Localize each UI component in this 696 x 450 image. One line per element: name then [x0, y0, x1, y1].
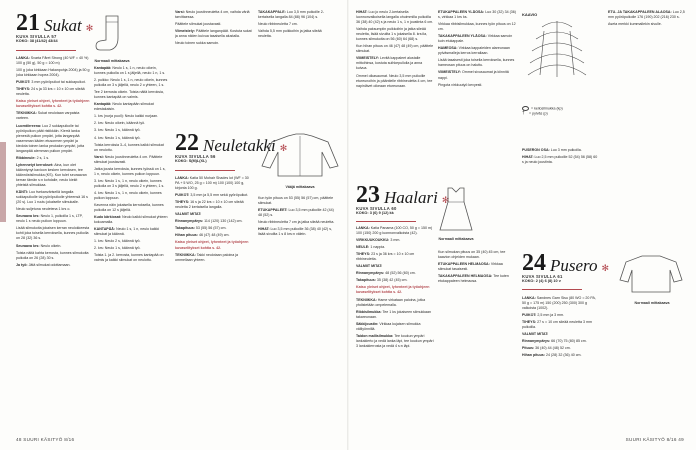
paragraph: NEULE: 1 nappia. [356, 245, 386, 250]
paragraph: HIHAT: Luo 2,5 mm puikoille 52 (54) 56 (58) 60 s ja neulo joustinta. [522, 155, 598, 165]
paragraph: TEKNIIKKA: Sukat neulotaan varpaista varteen. [16, 111, 80, 121]
stitch-chart [522, 12, 600, 132]
pusero-diagram [616, 252, 688, 312]
paragraph: Katso yleiset ohjeet, lyhenteet ja työohjeen kuvaselitykset kohtia s. 42. [356, 285, 430, 295]
paragraph: PUIKOT: 3,5 mm ja 5,5 mm sekä pyöröpuikot. [175, 193, 249, 198]
treble-symbol-icon: † [522, 110, 525, 117]
paragraph: PUIKOT: 2,5 mm ja 3 mm. [522, 313, 565, 318]
column-3-top [175, 10, 253, 130]
paragraph: Rinnanympärys: 114 (120) 130 (142) cm. [175, 219, 243, 224]
paragraph: Hihan pituus: 24 (28) 32 (36) 40 cm. [522, 353, 582, 358]
diagram-caption: Vääjä mittakaava [285, 185, 315, 189]
paragraph: TIHEYS: 16 s ja 22 krs = 10 x 10 cm sileää neuletta 2 kertaisella langalla. [175, 200, 244, 210]
paragraph: Kudo kärkiosat: Neulo kaikki silmukat yhteen kokoamalla. [94, 215, 168, 225]
paragraph: ETUKAPPALEET: Luo 3,5 mm puikoille 42 (44) 48 (52) s. [258, 208, 334, 218]
paragraph: Neulo ribbineuletta 7 cm. [258, 22, 298, 27]
photo-reference: KUVA SIVULLA 61 [522, 274, 563, 279]
size-line: KOKO: 2 (4) 6 (8) 10 v [522, 279, 561, 283]
paragraph: Neulo ribbineuletta 7 cm ja jatka sileää neuletta. [258, 220, 335, 225]
paragraph: VIRKKUUKOUKKU: 3 mm. [356, 238, 401, 243]
column-5 [356, 10, 434, 180]
paragraph: Toista kerroksia 3–4, kunnes kaikki silmukat on neulottu. [94, 142, 164, 152]
column-6 [356, 226, 434, 432]
paragraph: LANKA: Svarta Fåret Strong (40 WF = 40 %) 100 g (50 g), 50 g = 100 m) [16, 56, 89, 66]
folio-right: SUURI KÄSITYÖ 8/16 49 [625, 437, 684, 442]
paragraph: TIHEYS: 23 s ja 36 krs = 10 x 10 cm ribbineuletta. [356, 252, 415, 262]
paragraph: Varsi: Neulo joustinneuletta 4 cm. Päättele silmukat joustavasti. [94, 154, 163, 164]
paragraph: Lisää tasaisesti joka toisella kerroksella, kunnes hameosan pituus on haluttu. [438, 58, 515, 68]
paragraph: Lyhennetyt kerrokset: Aina, kun olet käänntynyt kavioon kesken kerroksen, tee käännöstsilmukka (KS). Kun tulet seuraavan kerran tämän s:n kohdalle, neulo kiekit yhteistä silmukkaa. [16, 162, 87, 188]
column-8 [522, 296, 600, 432]
photo-reference: KUVA SIVULLA 57 [16, 34, 57, 39]
paragraph: Jatka jousta kerroksia, kunnes työssä on 1 s, 1 n, neulo oikein, kunnes puikon loppuun. [94, 166, 166, 176]
paragraph: 1. krs: Neulo 2 s, käännä työ. [94, 239, 141, 244]
paragraph: Tee 2 kerrosta oikein. Toista näitä kerroksia, kunnes kantapää on valmis. [94, 90, 164, 100]
paragraph: 2. puikko: Neulo 1 s, 1 n, neulo oikein, kunnes puikolla on 3 s jäljellä, neulo 2 o yhteen, 1 s. [94, 78, 168, 88]
paragraph: Kantapää: Neulo kantapään silmukat edestakaisin. [94, 102, 154, 112]
paragraph: Ja työ: Jätä silmukat odottamaan. [16, 262, 71, 267]
paragraph: VALMIIT MITAT: [175, 212, 202, 217]
paragraph: ETU- JA TAKAKAPPALEEN ALAOSA: Luo 2,5 mm pyöröpuikolle 176 (190) 202 (216) 230 s. [608, 10, 685, 20]
paragraph: Vaihda paksumpiin puikkoihin ja jatka sileää neuletta, lisää sivuilta 1 s jokaisella 8. krs:lla, kunnes silmukoita on 56 (60) 64 (68) s. [356, 27, 428, 42]
paragraph: Kun hihan pituus on 46 (47) 48 (49) cm, päättele silmukat. [356, 44, 434, 54]
column-8a [522, 148, 600, 248]
paragraph: HIHAT: Luo 3,5 mm puikoille 36 (38) 40 (42) s, lisää sivuilta 1 s 8 krs:n välein. [258, 227, 333, 237]
design-title: Neuletakki [203, 136, 276, 155]
chart-legend [522, 106, 600, 117]
design-title: Haalari [384, 188, 438, 207]
paragraph: 4. krs: Neulo 1 s, käännä työ. [94, 135, 141, 140]
column-3 [175, 176, 253, 432]
paragraph: 1. krs (nurja puoli): Neulo kaikki nurjaan. [94, 114, 159, 119]
legend-item [522, 111, 600, 116]
legend-label: = kellosilmukka (kp) [531, 106, 563, 111]
paragraph: VALMIIT MITAT: [522, 332, 549, 337]
sock-sketch-icon [92, 14, 132, 54]
column-4-top [258, 10, 336, 125]
column-7 [438, 250, 516, 432]
column-9 [608, 10, 686, 250]
design-number: 21 [16, 10, 40, 36]
paragraph: TIHEYS: 24 s ja 33 krs = 10 x 10 cm sileää neuletta. [16, 87, 85, 97]
paragraph: Lisää silmukoita jokaisen kerran neulokkeesta kohti joka toisella kerroksella, kunnes puikolla on 28 (32) 36 s. [16, 226, 90, 241]
paragraph: 2. krs: Neulo oikein, käännä työ. [94, 121, 146, 126]
paragraph: LANKA: Katia Panama (100 CO, 50 g = 150 m) 100 (150) 200 g luonnonvalkoista (42). [356, 226, 433, 236]
paragraph: Kun työn pituus on 53 (55) 56 (57) cm, päättele silmukat. [258, 196, 334, 206]
design-number: 24 [522, 250, 546, 276]
paragraph: Pituus: 36 (40) 44 (48) 52 cm. [522, 346, 571, 351]
chart-title: KAAVIO [522, 12, 538, 17]
paragraph: VALMIIT MITAT: [356, 264, 383, 269]
paragraph: HIHAT: Luo jo neulo 2-kertaisella luonnonvalkoisella langalla ohuimmilla puikoilla 36 (38) 40 (42) s ja neulo 1 s, 1 n joustinta 6 cm. [356, 10, 434, 25]
paragraph: VIIMEISTELY: Ommel sivusaumat ja kiinnitä nappi. [438, 70, 509, 80]
column-9b [608, 312, 686, 432]
paragraph: Säkkijoustin: Virkkaa kujaisen silmukka välilyönnillä. [356, 321, 421, 331]
divider [16, 50, 76, 51]
paragraph: Rinnanympärys: 48 (52) 56 (60) cm. [356, 271, 416, 276]
paragraph: VIIMEISTELY: Levitä kappaleet alustalle mittoihinsa, kostuta suihkepullolla ja anna kuivua. [356, 56, 423, 71]
paragraph: Päättele silmukat joustavasti. [175, 22, 222, 27]
design-number: 22 [175, 130, 199, 156]
diagram-caption: Normaali mittakaava [94, 59, 130, 63]
paragraph: Katso yleiset ohjeet, lyhenteet ja työohjeen kuvaselitykset kohtia s. 42. [175, 240, 249, 250]
section-tab [0, 142, 6, 222]
photo-reference: KUVA SIVULLA 56 [175, 154, 216, 159]
paragraph: Toista 1. ja 2. kerrosta, kunnes kantapää on valmis ja kaikki silmukat on neulottu. [94, 253, 164, 263]
paragraph: LANKA: Katia 50 Mohair Shades lot (WF = 30 PA + 5 WO, 25 g = 100 m) 100 (100) 100 g, kirjonta 100 g. [175, 176, 249, 191]
dress-diagram [436, 186, 476, 246]
paragraph: Rinnanympärys: 66 (70) 75 (80) 85 cm. [522, 339, 587, 344]
chart-grid-icon [522, 17, 592, 97]
paragraph: LANKA: Sandnes Garn Sisu (80 WO = 20 PA, 50 g = 175 m) 150 (200) 250 (300) 300 g valkoista (1002). [522, 296, 596, 311]
paragraph: Taidon mallisilmukka: Tee koukun ympäri lankakierto ja vedä lanka läpi, tee koukun ympäri 3 lankakierrosta ja vedä 4 s:n läpi. [356, 333, 434, 348]
column-1 [16, 56, 90, 430]
paragraph: Pingota virkkuutyö kevyesti. [438, 82, 483, 87]
size-line: KOKO: 3 (6) 9 (12) kk [356, 211, 394, 215]
divider [522, 289, 582, 290]
paragraph: Takapituus: 53 (55) 56 (57) cm. [175, 226, 227, 231]
paragraph: TAKAKAPPALEEN HELMAOSA: Tee kuten etukappaleen helmaosa. [438, 274, 509, 284]
paragraph: KÄNTI: Luo fsekanvärisellä langalla sukkapuikolle tai pyöröpuikolle yhteensä 16 s (20 s). Luo 1 ruutu jokaiselle silmukalle. [16, 190, 88, 205]
paragraph: Vaihda 5,5 mm puikkoihin ja jatka sileää neuletta. [258, 29, 322, 39]
folio-left: 48 SUURI KÄSITYÖ 8/16 [16, 437, 75, 442]
paragraph: TEKNIIKKA: Hame virkataan paloina, jotka yhdistetään ompelemalla. [356, 297, 426, 307]
title-icon: ✻ [601, 263, 610, 273]
photo-reference: KUVA SIVULLA 60 [356, 206, 397, 211]
paragraph: Ommel olkasaumat. Neulo 3,5 mm puikoille etureunoihin ja pääntielle ribbineuletta 4 cm, tee napinlävet oikeaan etureunaan. [356, 73, 433, 88]
column-2 [94, 66, 168, 430]
paragraph: Varsi: Neulo joustinneuletta 4 cm, vaihda väriä tarvittaessa. [175, 10, 250, 20]
paragraph: Virkkaa ribbisilmukkaa, kunnes työn pituus on 12 cm. [438, 22, 516, 32]
design-21-header [16, 10, 94, 43]
legend-label: = pylväs (p) [529, 111, 548, 116]
paragraph: Katso yleiset ohjeet, lyhenteet ja työohjeen kuvaselitykset kohtia s. 42. [16, 99, 90, 109]
column-7-top [438, 10, 516, 180]
paragraph: Ribbisilmukka: Tee 1 ks jokaiseen silmukkaan takareunaan. [356, 309, 432, 319]
diagram-caption: Normaali mittakaava [634, 301, 670, 305]
design-title: Pusero [550, 256, 598, 275]
paragraph: ETUKAPPALEEN HELMAOSA: Virkkaa silmukat tasaisesti. [438, 262, 503, 272]
paragraph: Neulo suljetuna neuletena 1 krs o. [16, 207, 71, 212]
paragraph: TAKAKAPPALEEN YLÄOSA: Virkkaa samoin kuin etukappale. [438, 34, 513, 44]
paragraph: Toista näitä kahta kerrosta, kunnes silmukoita puikolla on 26 (28) 30 s. [16, 250, 89, 260]
paragraph: TIHEYS: 27 s = 10 cm sileää neuletta 3 mm puikoilla. [522, 320, 593, 330]
paragraph: 3. krs: Neulo 1 s, 1 n, neulo oikein, kunnes puikolla on 3 s jäljellä, neulo 2 n yhteen, 1 s. [94, 178, 165, 188]
title-icon: ✻ [85, 23, 94, 33]
paragraph: Neulo toinen sukka samoin. [175, 41, 220, 46]
size-line: KOKO: S(M)L(XL) [175, 159, 207, 163]
paragraph: Hihan pituus: 46 (47) 48 (49) cm. [175, 233, 230, 238]
paragraph: PUIKOT: 3 mm pyöröpuikot tai sukkapuikot. [16, 80, 86, 85]
paragraph: 3. krs: Neulo 1 s, käännä työ. [94, 128, 141, 133]
paragraph: 100 g (oka kirkkaan Hakanpohja 2004) ja 50 g (oka kirkkaan hopea 2004). [16, 68, 90, 78]
title-icon: ✻ [441, 195, 450, 205]
title-icon: ✻ [279, 143, 288, 153]
cardigan-diagram [258, 130, 342, 190]
paragraph: Takapituus: 35 (38) 42 (45) cm. [356, 278, 408, 283]
divider [356, 221, 416, 222]
paragraph: Kavenna näin jokaisella kerroksella, kunnes puikolla on 12 s jäljellä. [94, 203, 164, 213]
paragraph: 2. krs: Neulo 1 s, käännä työ. [94, 246, 141, 251]
design-title: Sukat [44, 16, 82, 35]
sock-diagram [92, 14, 132, 62]
divider [175, 170, 235, 171]
paragraph: HAMEOSA: Virkkaa kappaleiden alareunaan pylväsmalleja kerros kerrallaan. [438, 46, 510, 56]
paragraph: 4. krs: Neulo 1 s, 1 n, neulo oikein, kunnes puikon loppuun. [94, 190, 162, 200]
paragraph: Aseta merkki kummallekin sivulle. [608, 22, 662, 27]
page-gutter [347, 0, 349, 450]
paragraph: PUSERON OSA: Luo 3 mm puikoilla. [522, 148, 582, 152]
paragraph: TEKNIIKKA: Takki neulotaan paloina ja ommellaan yhteen. [175, 252, 239, 262]
paragraph: Viimeistely: Päättele langanpäät. Kostuta sukat ja anna niiden kuivua tasaisella alustalla. [175, 29, 252, 39]
paragraph: Luomtiirreena: Luo 2 sukkapuikolle tai pyöröpuikon päät ristikkäin. Kierrä lanka pienestä puikon ympäri, jotta langanpää vasemman käden etusormen ympäri ja kiedota toinen lanka peukalon ympäri, jotta langanpää alemman puikon ympäri. [16, 123, 85, 153]
diagram-caption: Normaali mittakaava [438, 237, 474, 241]
paragraph: Ribbineule: 2 s, 1 s. [16, 155, 50, 160]
paragraph: Seuraava krs: Neulo 1, puikoilla 1 s, LTP, neulo 1 s neulo puikon loppuun. [16, 214, 83, 224]
dress-sketch-icon [436, 186, 476, 232]
pusero-sketch-icon [616, 252, 686, 296]
design-number: 23 [356, 182, 380, 208]
size-line: KOKO: 38 (41/42) 43/44 [16, 39, 58, 43]
paragraph: ETUKAPPALEEN YLÄOSA: Luo 30 (32) 34 (36) s, virkkaa 1 krs ks. [438, 10, 516, 20]
paragraph: KANTAPÄÄ: Neulo 1 s, 1 n, neulo kaikki silmukat ja käännä. [94, 227, 160, 237]
paragraph: TAKAKAPPALE: Luo 3,5 mm puikoille 2-kertaisella langalla 84 (88) 96 (104) s. [258, 10, 324, 20]
paragraph: Kantapää: Neulo 1 s, 1 n, neulo oikein, kunnes puikolla on 1 s jäljellä, neulo 1 n, 1 s. [94, 66, 166, 76]
column-4 [258, 196, 336, 432]
paragraph: Kun silmukan pituus on 35 (40) 45 cm, tee kaavion ohjeiden mukaan. [438, 250, 506, 260]
paragraph: Seuraava krs: Neulo oikein. [16, 243, 62, 248]
cardigan-sketch-icon [258, 130, 342, 180]
